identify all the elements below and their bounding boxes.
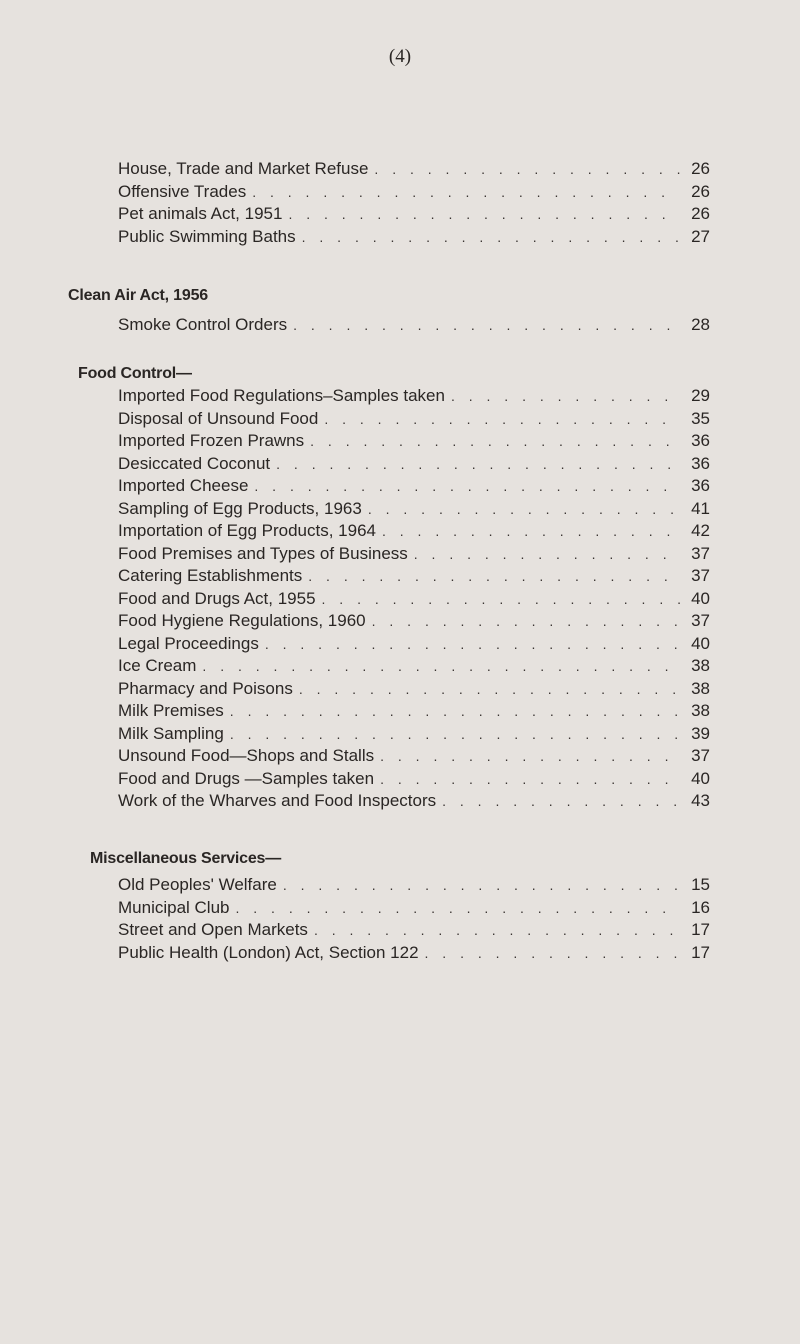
toc-entry-page: 39	[691, 723, 710, 743]
toc-entry	[118, 409, 710, 431]
toc-entry-page: 38	[691, 701, 710, 720]
dot-leader	[230, 703, 680, 719]
toc-entry	[118, 544, 710, 566]
toc-entry-page: 29	[691, 386, 710, 405]
dot-leader	[414, 546, 680, 562]
toc-entry-page: 35	[691, 408, 710, 428]
dot-leader	[283, 877, 680, 893]
toc-entry-page: 15	[691, 875, 710, 894]
toc-entry	[118, 679, 710, 701]
toc-entry	[118, 943, 710, 965]
toc-entry-page: 37	[691, 543, 710, 563]
toc-entry-page: 26	[691, 159, 710, 178]
dot-leader	[236, 900, 681, 916]
toc-entry	[118, 431, 710, 453]
dot-leader	[374, 161, 680, 177]
toc-entry-label: Work of the Wharves and Food Inspectors	[118, 791, 437, 810]
toc-entry-label: Legal Proceedings	[118, 633, 259, 653]
dot-leader	[302, 229, 680, 245]
toc-entry-label: Imported Food Regulations–Samples taken	[118, 386, 445, 405]
toc-entry-label: Importation of Egg Products, 1964	[118, 521, 376, 540]
toc-entry-page: 37	[691, 746, 710, 765]
toc-entry	[118, 204, 710, 226]
toc-entry	[118, 898, 710, 920]
toc-entry-label: House, Trade and Market Refuse	[118, 159, 369, 178]
toc-entry	[118, 769, 710, 791]
toc-entry	[118, 634, 710, 656]
dot-leader	[288, 206, 680, 222]
dot-leader	[202, 658, 680, 674]
toc-entry-label: Catering Establishments	[118, 566, 303, 585]
dot-leader	[380, 771, 680, 787]
dot-leader	[324, 411, 680, 427]
toc-entry-page: 37	[691, 566, 710, 585]
dot-leader	[314, 922, 680, 938]
dot-leader	[425, 945, 680, 961]
toc-entry	[118, 746, 710, 768]
dot-leader	[451, 388, 680, 404]
toc-entry-page: 16	[691, 897, 710, 917]
toc-entry	[118, 611, 710, 633]
toc-entry-label: Food Premises and Types of Business	[118, 543, 408, 563]
toc-entry-label: Pet animals Act, 1951	[118, 204, 283, 223]
toc-entry-page: 37	[691, 611, 710, 630]
toc-entry	[118, 227, 710, 249]
toc-entry-page: 26	[691, 181, 710, 201]
toc-entry-page: 41	[691, 498, 710, 518]
dot-leader	[276, 456, 680, 472]
dot-leader	[252, 184, 680, 200]
toc-entry-page: 28	[691, 315, 710, 334]
toc-entry-page: 42	[691, 521, 710, 540]
toc-entry	[118, 701, 710, 723]
toc-entry	[118, 386, 710, 408]
toc-entry-label: Desiccated Coconut	[118, 453, 271, 473]
toc-entry-label: Food and Drugs Act, 1955	[118, 588, 316, 608]
toc-entry	[118, 656, 710, 678]
section-heading: Miscellaneous Services—	[90, 850, 282, 867]
toc-entry-page: 38	[691, 656, 710, 675]
dot-leader	[308, 568, 680, 584]
toc-entry-label: Food Hygiene Regulations, 1960	[118, 611, 366, 630]
toc-entry	[118, 875, 710, 897]
toc-entry-page: 36	[691, 476, 710, 495]
toc-entry	[118, 566, 710, 588]
toc-entry-label: Offensive Trades	[118, 181, 247, 201]
dot-leader	[265, 636, 680, 652]
dot-leader	[310, 433, 680, 449]
toc-entry-label: Public Swimming Baths	[118, 226, 296, 246]
page-number: (4)	[388, 46, 412, 67]
toc-entry-page: 17	[691, 942, 710, 962]
toc-entry-page: 26	[691, 204, 710, 223]
toc-entry-label: Ice Cream	[118, 656, 197, 675]
toc-entry	[118, 159, 710, 181]
toc-entry-label: Public Health (London) Act, Section 122	[118, 942, 419, 962]
toc-entry-label: Old Peoples' Welfare	[118, 875, 277, 894]
dot-leader	[299, 681, 680, 697]
toc-entry-page: 27	[691, 226, 710, 246]
toc-entry	[118, 724, 710, 746]
toc-entry-label: Milk Sampling	[118, 723, 224, 743]
dot-leader	[254, 478, 680, 494]
toc-entry-label: Street and Open Markets	[118, 920, 308, 939]
toc-entry	[118, 589, 710, 611]
dot-leader	[442, 793, 680, 809]
toc-entry-page: 40	[691, 768, 710, 788]
toc-entry-page: 40	[691, 633, 710, 653]
toc-entry	[118, 920, 710, 942]
dot-leader	[230, 726, 680, 742]
toc-entry	[118, 791, 710, 813]
toc-entry	[118, 476, 710, 498]
toc-entry-page: 40	[691, 588, 710, 608]
toc-entry-label: Sampling of Egg Products, 1963	[118, 498, 362, 518]
toc-entry	[118, 182, 710, 204]
toc-entry-page: 17	[691, 920, 710, 939]
toc-entry	[118, 499, 710, 521]
toc-entry-label: Imported Cheese	[118, 476, 249, 495]
toc-entry-page: 43	[691, 791, 710, 810]
toc-entry-label: Municipal Club	[118, 897, 230, 917]
section-heading: Food Control—	[78, 365, 192, 382]
toc-entry-label: Smoke Control Orders	[118, 315, 288, 334]
dot-leader	[322, 591, 680, 607]
dot-leader	[380, 748, 680, 764]
toc-entry-page: 36	[691, 431, 710, 450]
toc-entry	[118, 521, 710, 543]
dot-leader	[382, 523, 680, 539]
toc-entry-label: Food and Drugs —Samples taken	[118, 768, 375, 788]
toc-entry-label: Pharmacy and Poisons	[118, 678, 293, 698]
toc-entry-label: Unsound Food—Shops and Stalls	[118, 746, 375, 765]
dot-leader	[293, 317, 680, 333]
toc-entry-page: 36	[691, 453, 710, 473]
dot-leader	[368, 501, 680, 517]
toc-entry-label: Milk Premises	[118, 701, 224, 720]
toc-entry-page: 38	[691, 678, 710, 698]
section-heading: Clean Air Act, 1956	[68, 287, 208, 304]
toc-entry-label: Disposal of Unsound Food	[118, 408, 319, 428]
toc-entry	[118, 315, 710, 337]
dot-leader	[372, 613, 680, 629]
toc-entry	[118, 454, 710, 476]
toc-entry-label: Imported Frozen Prawns	[118, 431, 305, 450]
